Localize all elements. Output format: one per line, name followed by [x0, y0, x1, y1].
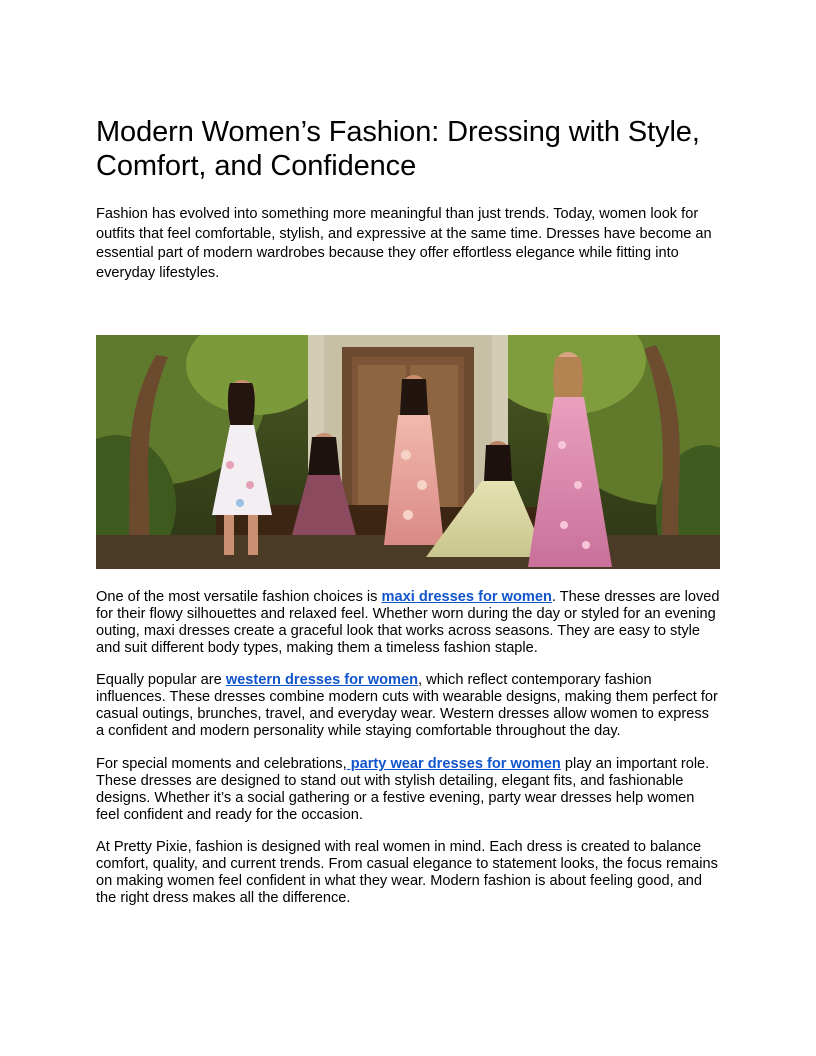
- pretty-pixie-paragraph: At Pretty Pixie, fashion is designed with real women in mind. Each dress is created to balance comfort, quality, and current trends. From casual elegance to statement looks, the focus remains on making women feel confident in what they wear. Modern fashion is about feeling good, and the right dress makes all the difference.: [96, 839, 718, 906]
- maxi-dresses-link[interactable]: maxi dresses for women: [381, 589, 552, 605]
- party-wear-paragraph: For special moments and celebrations, party wear dresses for women play an important role. These dresses are designed to stand out with stylish detailing, elegant fits, and fashionable designs. Whether it’s a social gathering or a festive evening, party wear dresses help women feel confident and ready for the occasion.: [96, 756, 710, 823]
- article-title: Modern Women’s Fashion: Dressing with Style, Comfort, and Confidence: [96, 116, 700, 182]
- western-dresses-link[interactable]: western dresses for women: [225, 672, 419, 688]
- intro-paragraph: Fashion has evolved into something more meaningful than just trends. Today, women look for outfits that feel comfortable, stylish, and expressive at the same time. Dresses have become an essential part of modern wardrobes because they offer effortless elegance while fitting into everyday lifestyles.: [96, 206, 712, 281]
- western-dresses-paragraph: Equally popular are western dresses for women, which reflect contemporary fashion influences. These dresses combine modern cuts with wearable designs, making them perfect for casual outings, brunches, travel, and everyday wear. Western dresses allow women to express a confident and modern personality while staying comfortable throughout the day.: [96, 672, 718, 739]
- fashion-photo-icon: [96, 335, 720, 569]
- party-wear-dresses-link[interactable]: party wear dresses for women: [346, 756, 561, 772]
- maxi-dresses-paragraph: One of the most versatile fashion choices is maxi dresses for women. These dresses are loved for their flowy silhouettes and relaxed feel. Whether worn during the day or styled for an evening outing, maxi dresses create a graceful look that works across seasons. They are easy to style and suit different body types, making them a timeless fashion staple.: [96, 589, 720, 656]
